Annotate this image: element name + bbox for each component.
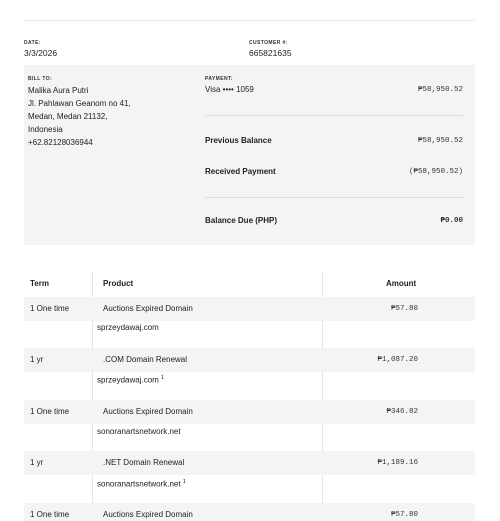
amount-cell: ₱346.82 [386, 408, 418, 416]
received-payment-value: (₱58,950.52) [408, 168, 463, 176]
product-cell: Auctions Expired Domain [103, 407, 193, 416]
term-cell: 1 yr [30, 355, 44, 364]
product-cell: Auctions Expired Domain [103, 304, 193, 313]
domain-cell: sprzeydawaj.com [97, 323, 159, 332]
summary-divider [205, 115, 463, 116]
date-label: DATE: [24, 40, 41, 46]
payment-amount: ₱58,950.52 [417, 86, 463, 94]
term-cell: 1 One time [30, 407, 70, 416]
top-divider [24, 20, 475, 21]
product-header: Product [103, 279, 134, 288]
domain-text: sprzeydawaj.com [97, 375, 159, 385]
amount-cell: ₱1,189.16 [377, 459, 418, 467]
billing-summary-panel [24, 65, 475, 245]
term-cell: 1 One time [30, 304, 70, 313]
term-cell: 1 One time [30, 510, 70, 519]
product-cell: .NET Domain Renewal [103, 458, 185, 467]
domain-cell [97, 375, 164, 385]
bill-to-label: BILL TO: [28, 76, 53, 82]
summary-divider [205, 197, 463, 198]
bill-to-line: Medan, Medan 21132, [28, 112, 108, 121]
bill-to-line: +62.82128036944 [28, 138, 93, 147]
date-value: 3/3/2026 [24, 48, 58, 58]
payment-label: PAYMENT: [205, 76, 233, 82]
bill-to-address [28, 84, 131, 149]
previous-balance-value: ₱58,950.52 [417, 137, 463, 145]
balance-due-value: ₱0.00 [440, 217, 463, 225]
amount-cell: ₱57.80 [390, 511, 418, 519]
bill-to-line: Jl. Pahlawan Geanom no 41, [28, 99, 131, 108]
amount-cell: ₱57.80 [390, 305, 418, 313]
customer-label: CUSTOMER #: [249, 40, 288, 46]
product-cell: Auctions Expired Domain [103, 510, 193, 519]
customer-value: 665821635 [249, 48, 292, 58]
balance-due-label: Balance Due (PHP) [205, 216, 278, 225]
footnote-marker: 1 [182, 479, 186, 485]
bill-to-line: Malika Aura Putri [28, 86, 89, 95]
domain-text: sonoranartsnetwork.net [97, 479, 181, 489]
previous-balance-label: Previous Balance [205, 136, 272, 145]
payment-method: Visa •••• 1059 [205, 85, 254, 94]
received-payment-label: Received Payment [205, 167, 276, 176]
amount-cell: ₱1,087.20 [377, 356, 418, 364]
term-header: Term [30, 279, 49, 288]
bill-to-line: Indonesia [28, 125, 63, 134]
product-cell: .COM Domain Renewal [103, 355, 188, 364]
term-cell: 1 yr [30, 458, 44, 467]
amount-header: Amount [386, 279, 417, 288]
domain-cell [97, 479, 186, 489]
domain-cell: sonoranartsnetwork.net [97, 427, 181, 436]
footnote-marker: 1 [161, 375, 165, 381]
